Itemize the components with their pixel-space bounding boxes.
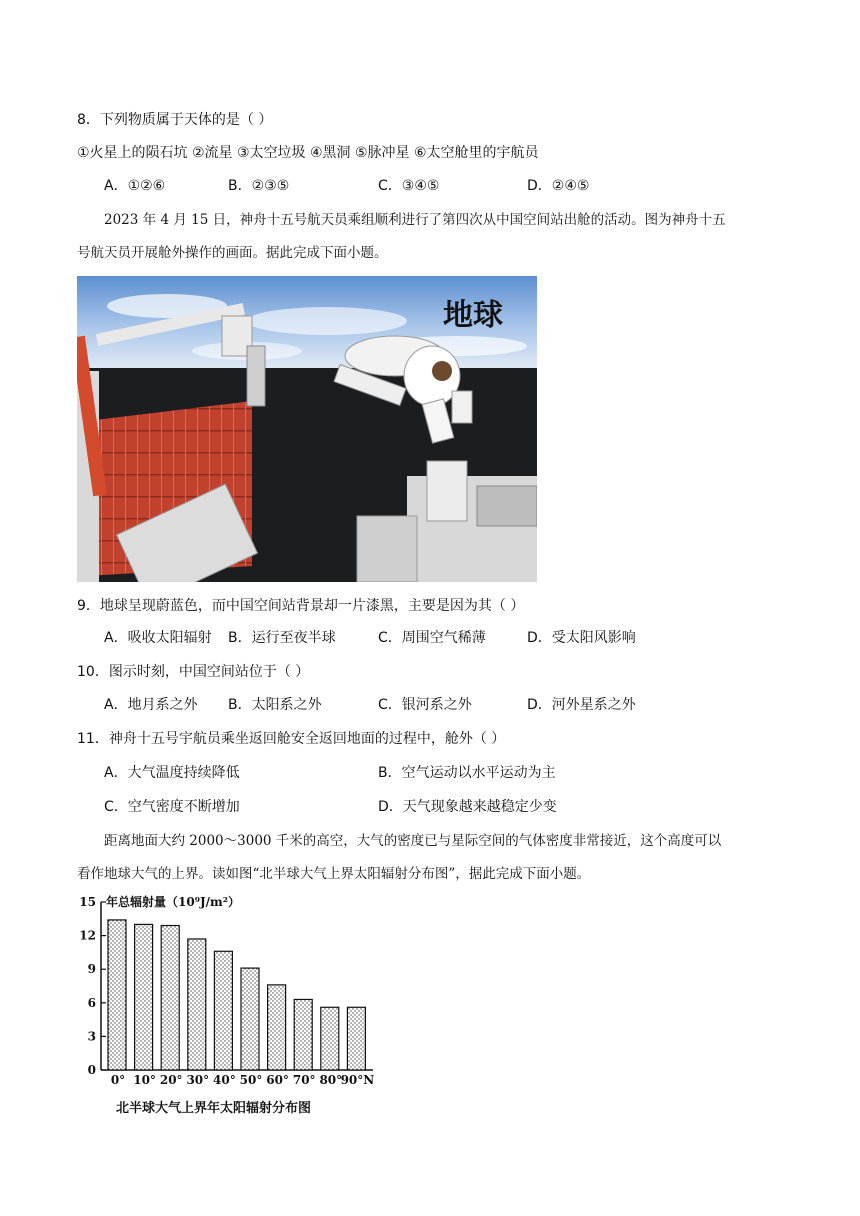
chart-x-tick-label: 50° bbox=[239, 1073, 263, 1087]
q8-stem: 8．下列物质属于天体的是（ ） bbox=[77, 112, 273, 128]
q10-option-a: A．地月系之外 bbox=[104, 697, 198, 713]
q9-option-b: B．运行至夜半球 bbox=[228, 630, 336, 646]
q11-option-a: A．大气温度持续降低 bbox=[104, 765, 240, 781]
chart-y-tick-label: 0 bbox=[87, 1063, 96, 1077]
chart-bar bbox=[268, 985, 286, 1070]
q9-option-d: D．受太阳风影响 bbox=[527, 630, 636, 646]
chart-y-tick-label: 15 bbox=[79, 895, 96, 909]
chart-x-tick-label: 20° bbox=[159, 1073, 183, 1087]
q8-option-c: C．③④⑤ bbox=[378, 178, 440, 194]
q8-option-b: B．②③⑤ bbox=[228, 178, 290, 194]
q8-option-a: A．①②⑥ bbox=[104, 178, 166, 194]
chart-x-tick-label: 0° bbox=[110, 1073, 126, 1087]
q8-items: ①火星上的陨石坑 ②流星 ③太空垃圾 ④黑洞 ⑤脉冲星 ⑥太空舱里的宇航员 bbox=[77, 145, 539, 161]
q11-stem: 11．神舟十五号宇航员乘坐返回舱安全返回地面的过程中，舱外（ ） bbox=[77, 731, 506, 747]
q8-option-d: D．②④⑤ bbox=[527, 178, 590, 194]
chart-y-tick-label: 3 bbox=[87, 1029, 96, 1044]
q10-stem: 10．图示时刻，中国空间站位于（ ） bbox=[77, 664, 310, 680]
chart-bar bbox=[161, 926, 179, 1070]
chart-bar bbox=[135, 924, 153, 1070]
chart-bar bbox=[214, 951, 232, 1070]
chart-x-tick-label: 40° bbox=[213, 1073, 236, 1087]
q10-option-d: D．河外星系之外 bbox=[527, 697, 636, 713]
chart-y-axis-title: 年总辐射量（10⁹J/m²） bbox=[106, 895, 240, 909]
q10-option-b: B．太阳系之外 bbox=[228, 697, 322, 713]
chart-bar bbox=[321, 1007, 339, 1070]
q11-option-d: D．天气现象越来越稳定少变 bbox=[378, 799, 557, 815]
photo-label-earth: 地球 bbox=[443, 298, 503, 333]
chart-y-tick-label: 12 bbox=[79, 928, 96, 943]
chart-x-tick-label: 90°N bbox=[340, 1073, 375, 1087]
q10-option-c: C．银河系之外 bbox=[378, 697, 472, 713]
q11-option-c: C．空气密度不断增加 bbox=[104, 799, 240, 815]
q11-option-b: B．空气运动以水平运动为主 bbox=[378, 765, 556, 781]
chart-x-tick-label: 70° bbox=[292, 1073, 316, 1087]
chart-caption: 北半球大气上界年太阳辐射分布图 bbox=[116, 1101, 312, 1116]
chart-bar bbox=[188, 939, 206, 1070]
chart-x-tick-label: 80° bbox=[319, 1073, 343, 1087]
q9-option-c: C．周围空气稀薄 bbox=[378, 630, 486, 646]
chart-x-tick-label: 60° bbox=[266, 1073, 289, 1087]
chart-x-tick-label: 30° bbox=[186, 1073, 210, 1087]
chart-bar bbox=[241, 968, 259, 1070]
passage2-line1: 距离地面大约 2000～3000 千米的高空，大气的密度已与星际空间的气体密度非常接近，这个高度可以 bbox=[104, 833, 722, 849]
chart-bar bbox=[108, 920, 126, 1070]
passage2-line2: 看作地球大气的上界。读如图“北半球大气上界太阳辐射分布图”，据此完成下面小题。 bbox=[77, 866, 591, 882]
spacewalk-photo bbox=[77, 276, 537, 582]
chart-bar bbox=[294, 999, 312, 1070]
q9-stem: 9．地球呈现蔚蓝色，而中国空间站背景却一片漆黑，主要是因为其（ ） bbox=[77, 598, 525, 614]
passage1-line2: 号航天员开展舱外操作的画面。据此完成下面小题。 bbox=[77, 245, 388, 261]
chart-bars bbox=[108, 920, 365, 1070]
solar-radiation-chart bbox=[70, 890, 400, 1130]
chart-bar bbox=[347, 1007, 365, 1070]
q9-option-a: A．吸收太阳辐射 bbox=[104, 630, 212, 646]
passage1-line1: 2023 年 4 月 15 日，神舟十五号航天员乘组顺利进行了第四次从中国空间站出舱的活动。图为神舟十五 bbox=[104, 212, 726, 228]
chart-y-tick-label: 6 bbox=[87, 995, 96, 1010]
chart-y-tick-label: 9 bbox=[87, 962, 96, 977]
chart-x-tick-label: 10° bbox=[133, 1073, 156, 1087]
